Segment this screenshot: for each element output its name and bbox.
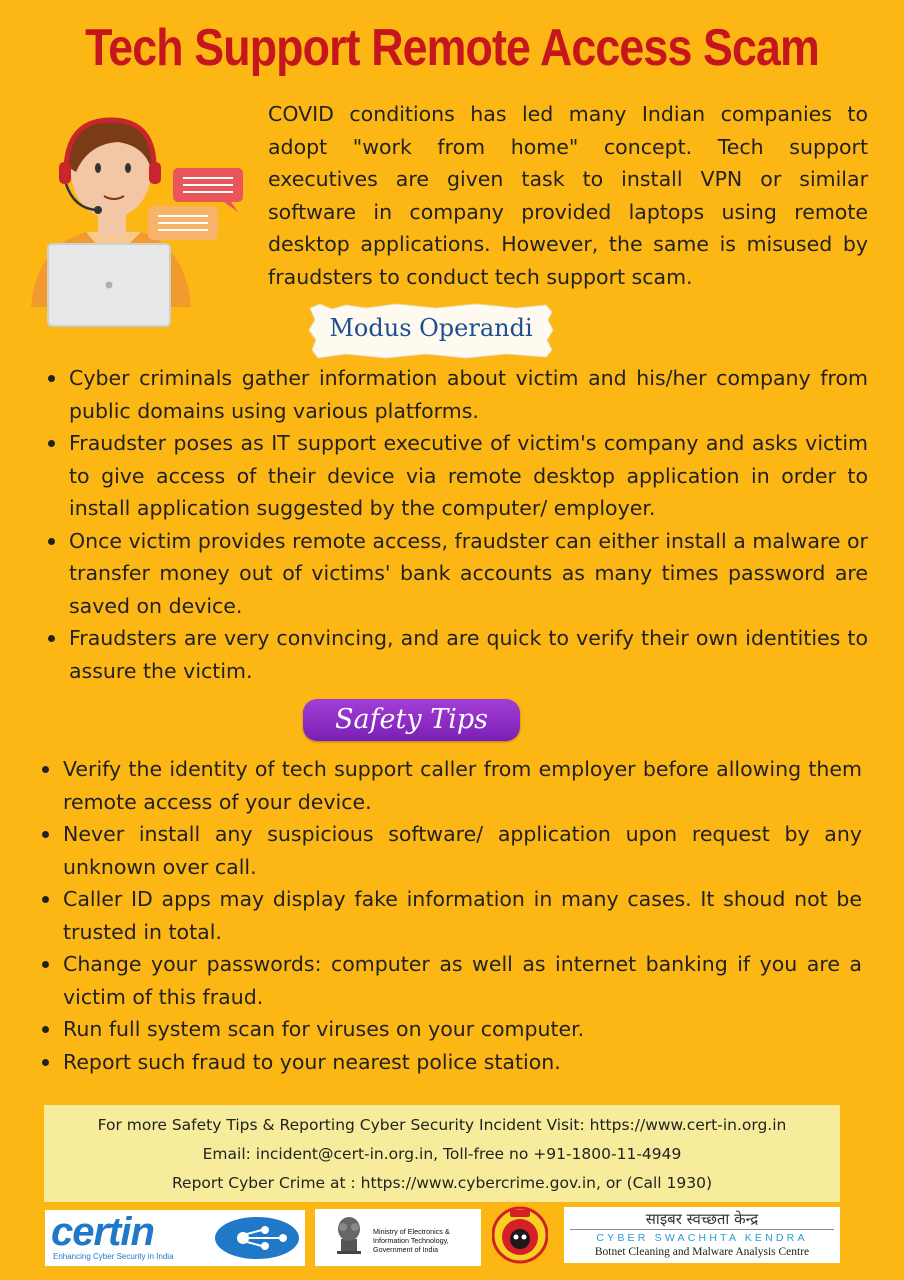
meity-line: Government of India xyxy=(373,1245,439,1254)
csk-hindi-name: साइबर स्वच्छता केन्द्र xyxy=(645,1210,759,1228)
safety-tips-list xyxy=(42,753,862,1078)
list-item: Never install any suspicious software/ application upon request by any unknown over call. xyxy=(42,818,862,883)
list-item: Report such fraud to your nearest police station. xyxy=(42,1046,862,1079)
circuit-icon xyxy=(213,1215,301,1261)
modus-operandi-banner xyxy=(306,302,556,360)
footer-line-email: Email: incident@cert-in.org.in, Toll-free no +91-1800-11-4949 xyxy=(202,1145,682,1163)
support-agent-illustration xyxy=(26,112,252,332)
footer-line-website: For more Safety Tips & Reporting Cyber Security Incident Visit: https://www.cert-in.org.in xyxy=(97,1116,787,1134)
certin-tagline: Enhancing Cyber Security in India xyxy=(53,1252,174,1261)
list-item: Fraudster poses as IT support executive of victim's company and asks victim to give access of their device via remote desktop application in order to install application suggested by the computer/ employer. xyxy=(48,427,868,525)
list-item: Fraudsters are very convincing, and are quick to verify their own identities to assure the victim. xyxy=(48,622,868,687)
page-title: Tech Support Remote Access Scam xyxy=(85,19,819,77)
list-item: Verify the identity of tech support caller from employer before allowing them remote access of your device. xyxy=(42,753,862,818)
list-item: Run full system scan for viruses on your computer. xyxy=(42,1013,862,1046)
certin-logo xyxy=(45,1210,305,1266)
footer-line-cybercrime: Report Cyber Crime at : https://www.cybercrime.gov.in, or (Call 1930) xyxy=(171,1174,713,1192)
national-emblem-icon xyxy=(329,1213,369,1259)
safety-tips-heading: Safety Tips xyxy=(303,699,520,741)
meity-line: Information Technology, xyxy=(373,1236,449,1245)
meity-text xyxy=(373,1227,450,1254)
certin-wordmark: certin xyxy=(51,1210,154,1254)
list-item: Change your passwords: computer as well as internet banking if you are a victim of this fraud. xyxy=(42,948,862,1013)
csk-divider xyxy=(570,1229,834,1230)
cyber-swachhta-kendra-logo xyxy=(564,1207,840,1263)
modus-operandi-list xyxy=(48,362,868,687)
intro-paragraph: COVID conditions has led many Indian companies to adopt "work from home" concept. Tech support executives are given task to install VPN or similar software in company provided laptops using remote desktop applications. However, the same is misused by fraudsters to conduct tech support scam. xyxy=(268,102,868,289)
meity-logo xyxy=(315,1209,481,1266)
cyber-seal-logo xyxy=(492,1206,548,1264)
list-item: Caller ID apps may display fake information in many cases. It shoud not be trusted in total. xyxy=(42,883,862,948)
list-item: Once victim provides remote access, fraudster can either install a malware or transfer money out of victims' bank accounts as many times password are saved on device. xyxy=(48,525,868,623)
csk-english-name: CYBER SWACHHTA KENDRA xyxy=(596,1232,808,1244)
contact-footer xyxy=(44,1105,840,1202)
meity-line: Ministry of Electronics & xyxy=(373,1227,450,1236)
list-item: Cyber criminals gather information about victim and his/her company from public domains using various platforms. xyxy=(48,362,868,427)
modus-operandi-heading: Modus Operandi xyxy=(329,314,533,342)
csk-subtitle: Botnet Cleaning and Malware Analysis Centre xyxy=(594,1246,810,1258)
